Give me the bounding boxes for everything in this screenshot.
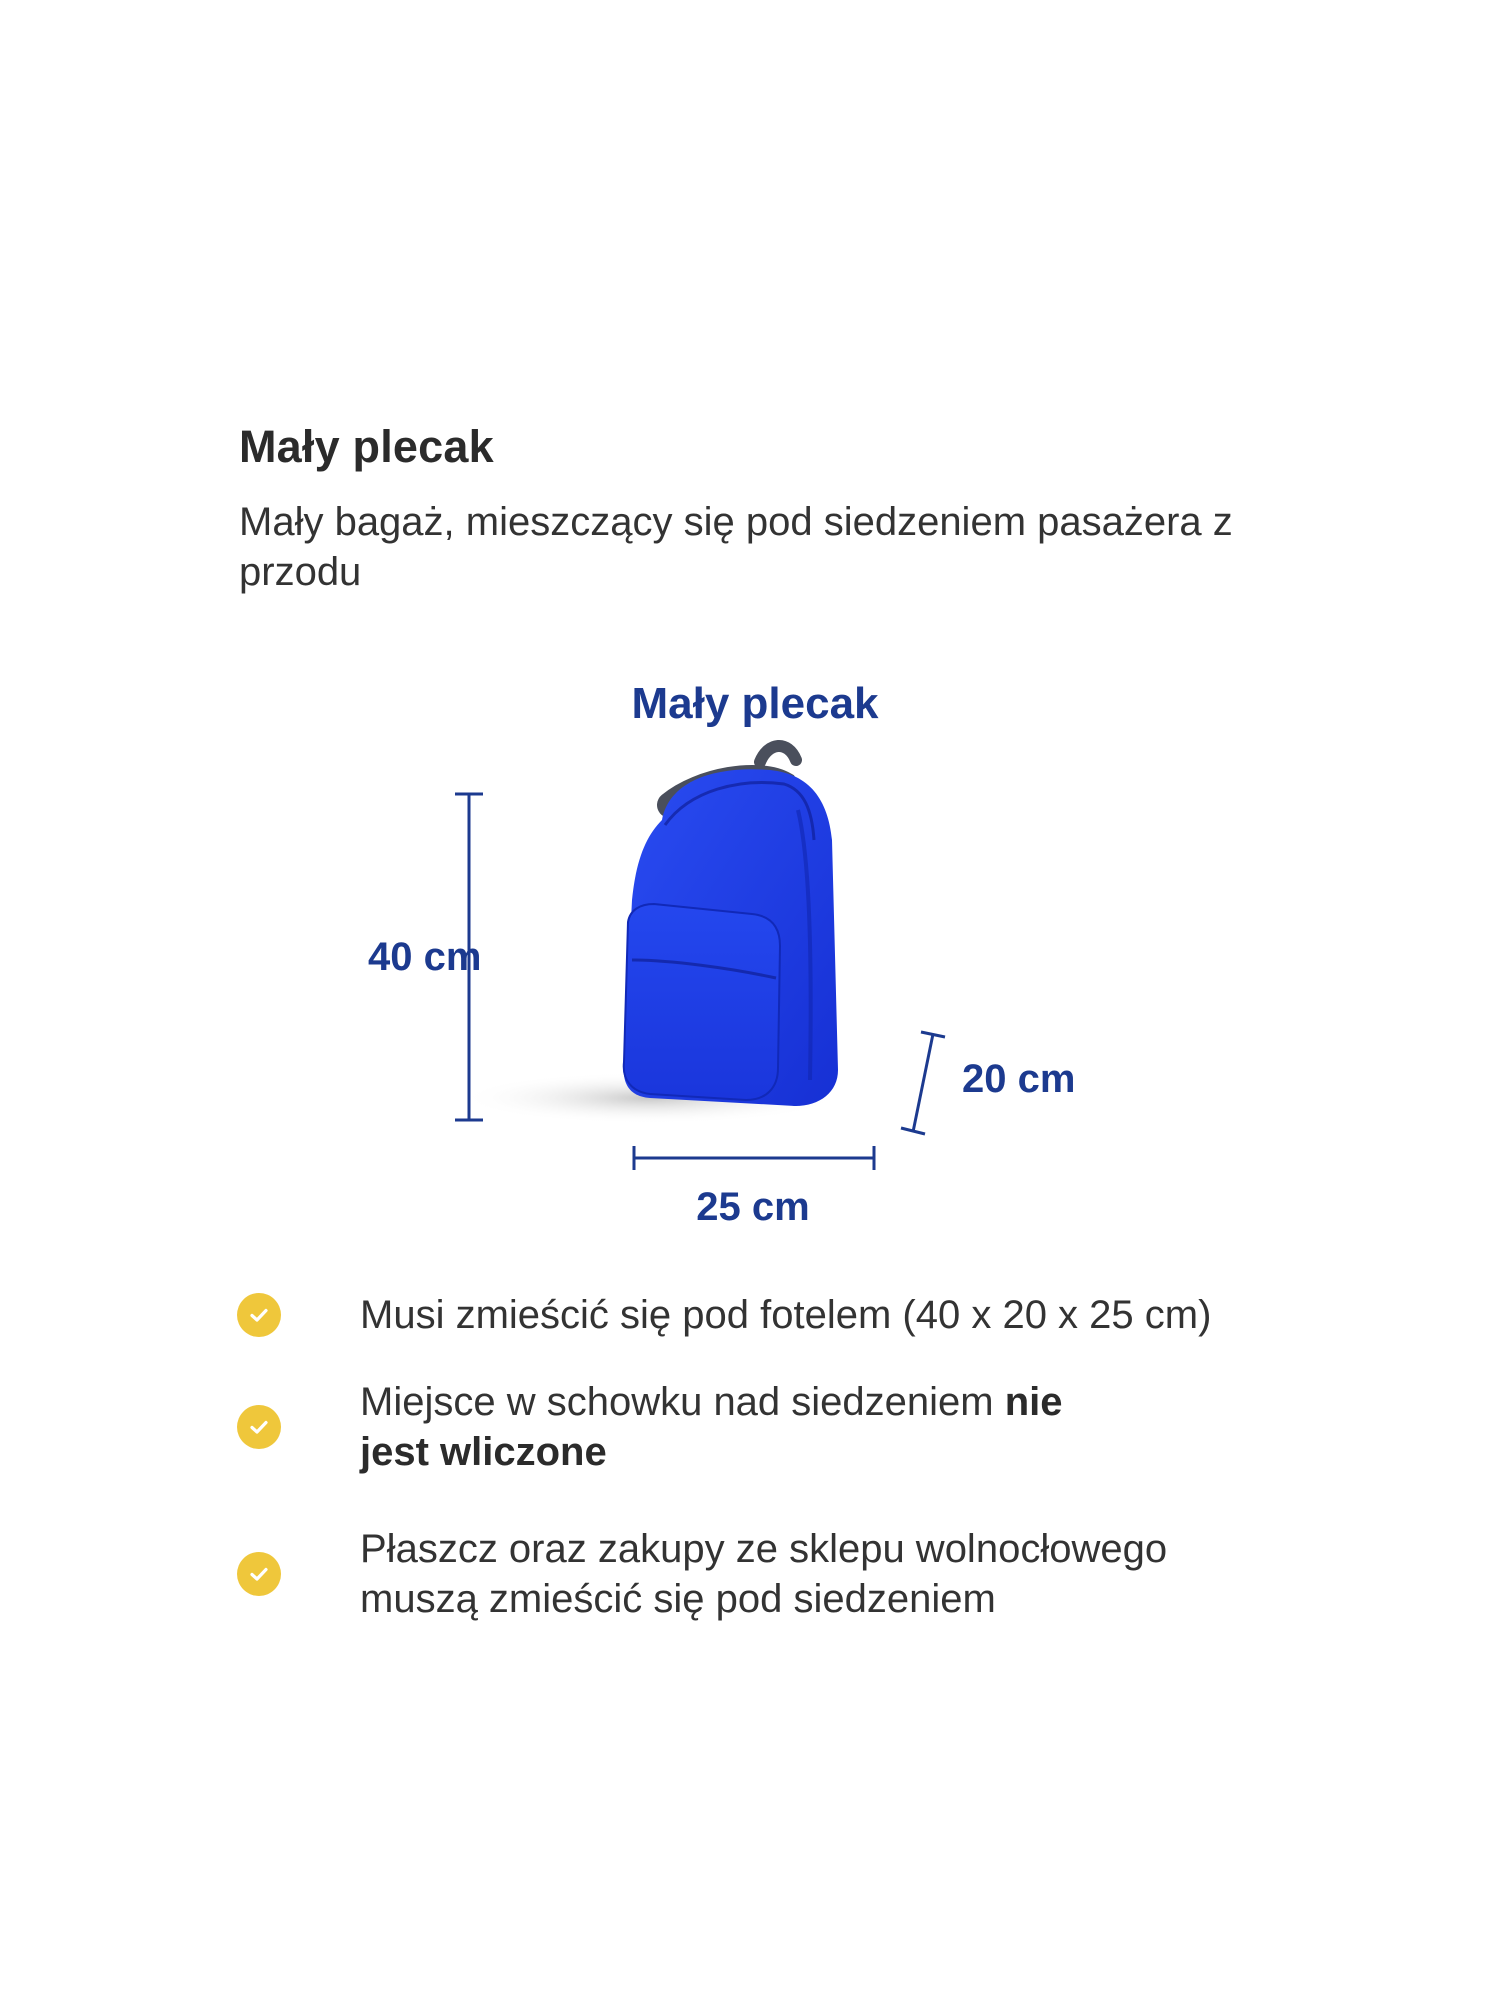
check-circle-icon <box>237 1552 281 1596</box>
rule-item <box>237 1524 1337 1624</box>
rule-text-bold: nie jest wliczone <box>360 1380 1063 1474</box>
width-label: 25 cm <box>696 1185 810 1229</box>
depth-dimension-line <box>901 1032 945 1134</box>
rule-item <box>237 1377 1337 1477</box>
backpack-diagram <box>368 660 1120 1260</box>
width-dimension-line <box>634 1146 874 1170</box>
section-subtitle: Mały bagaż, mieszczący się pod siedzeniem pasażera z przodu <box>239 500 1233 594</box>
backpack-icon <box>460 746 840 1124</box>
check-circle-icon <box>237 1405 281 1449</box>
depth-label: 20 cm <box>962 1057 1076 1101</box>
backpack-illustration <box>368 660 1120 1260</box>
rule-text <box>360 1377 1120 1477</box>
baggage-rules-list <box>237 1280 1337 1624</box>
illustration-title: Mały plecak <box>631 679 879 728</box>
check-circle-icon <box>237 1293 281 1337</box>
rule-item <box>237 1280 1337 1350</box>
section-title: Mały plecak <box>239 421 494 472</box>
rule-text: Płaszcz oraz zakupy ze sklepu wolnocłowego muszą zmieścić się pod siedzeniem <box>360 1527 1168 1621</box>
rule-text-regular: Miejsce w schowku nad siedzeniem <box>360 1380 1005 1424</box>
height-label: 40 cm <box>368 935 482 979</box>
rule-text: Musi zmieścić się pod fotelem (40 x 20 x 25 cm) <box>360 1293 1212 1337</box>
